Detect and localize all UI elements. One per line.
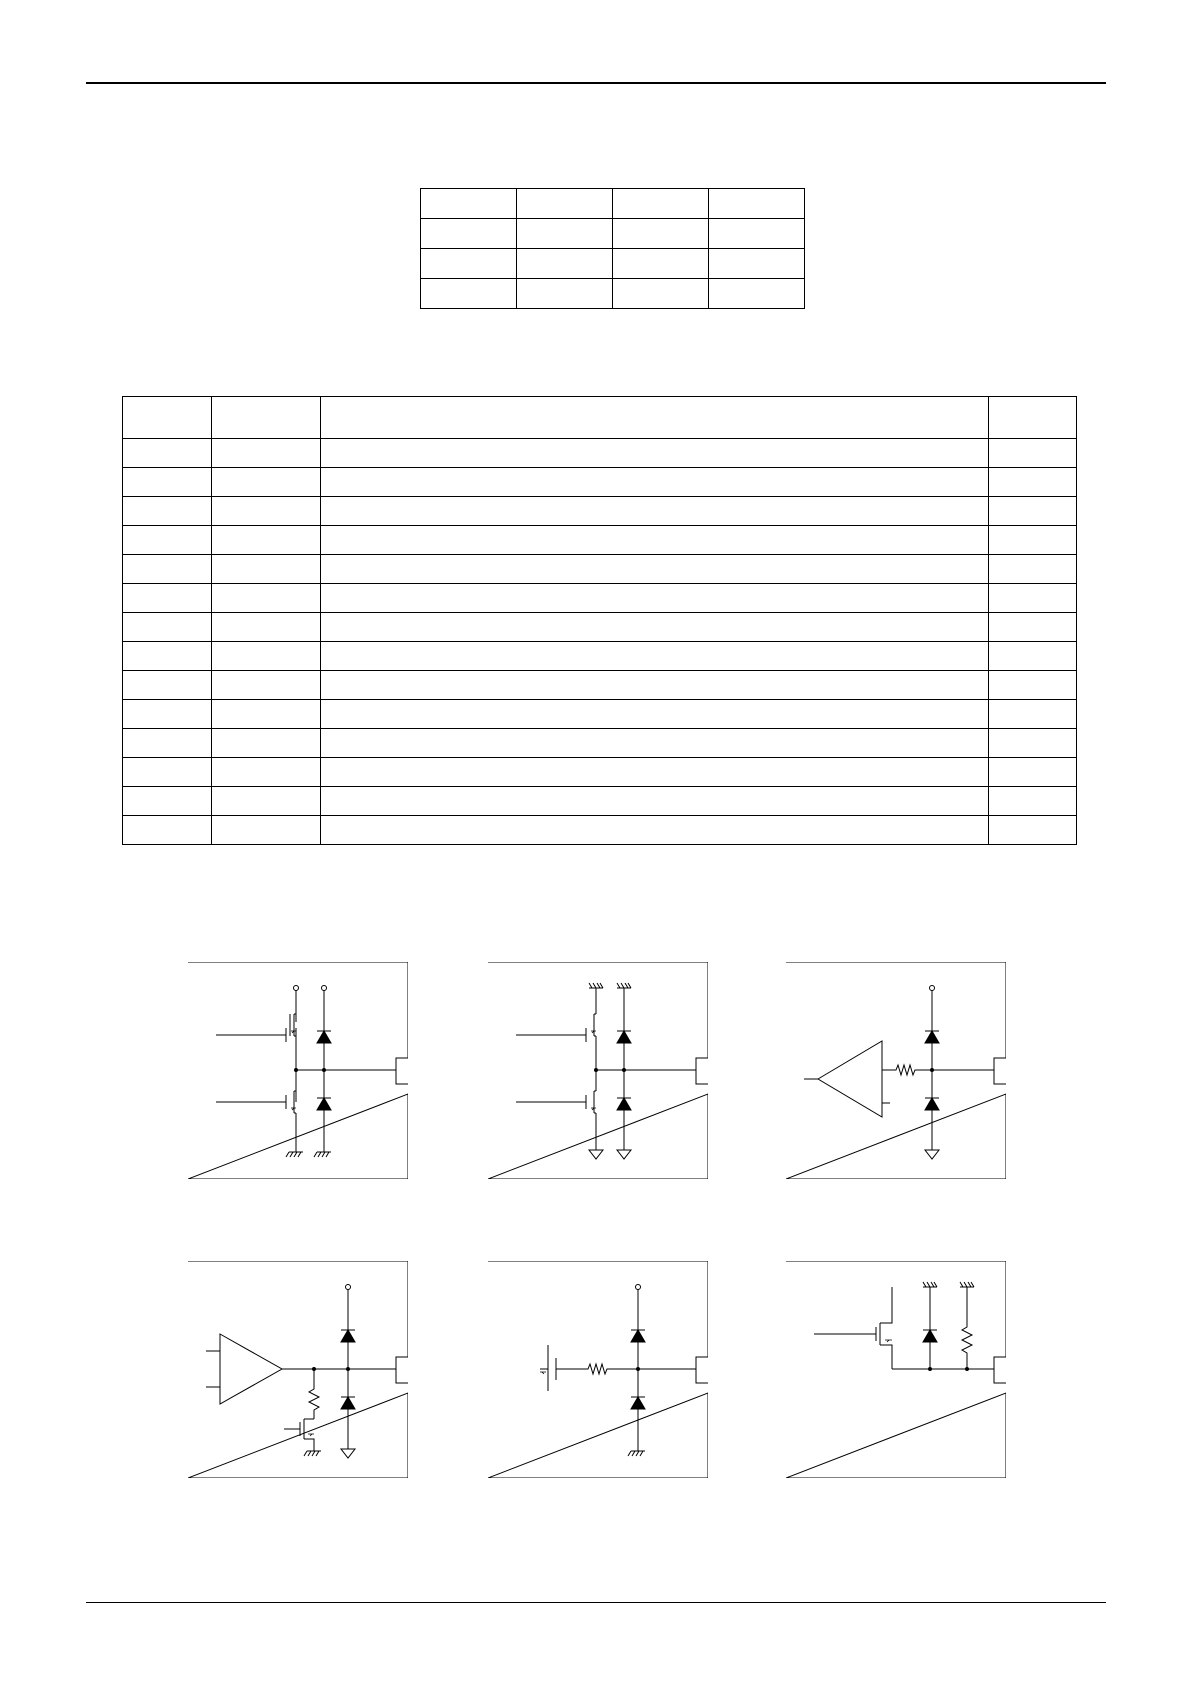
table-cell — [212, 526, 321, 555]
table-cell — [989, 787, 1077, 816]
amplifier-output-with-pulldown-circuit — [188, 1261, 408, 1478]
table-row — [123, 700, 1077, 729]
table-cell — [321, 555, 989, 584]
table-row — [123, 526, 1077, 555]
pullup-open-drain-circuit — [786, 1261, 1006, 1478]
cmos-output-circuit — [188, 962, 408, 1179]
table-cell — [321, 758, 989, 787]
table-cell — [123, 555, 212, 584]
table-cell — [123, 787, 212, 816]
table-cell — [321, 468, 989, 497]
table-row — [123, 758, 1077, 787]
table-row — [123, 787, 1077, 816]
header-cell — [321, 397, 989, 439]
table-cell — [212, 787, 321, 816]
table-row — [123, 439, 1077, 468]
table-cell — [123, 729, 212, 758]
table-cell — [321, 700, 989, 729]
table-cell — [321, 613, 989, 642]
table-row — [123, 468, 1077, 497]
header-cell — [989, 397, 1077, 439]
table-cell — [613, 189, 709, 219]
table-cell — [989, 758, 1077, 787]
table-cell — [517, 279, 613, 309]
table-cell — [212, 729, 321, 758]
table-cell — [709, 279, 805, 309]
table-cell — [989, 439, 1077, 468]
summary-table — [420, 188, 805, 309]
table-cell — [989, 497, 1077, 526]
amplifier-input-circuit — [786, 962, 1006, 1179]
table-cell — [123, 758, 212, 787]
table-cell — [212, 613, 321, 642]
table-cell — [613, 249, 709, 279]
table-cell — [321, 787, 989, 816]
table-cell — [123, 526, 212, 555]
table-cell — [421, 219, 517, 249]
table-row — [123, 642, 1077, 671]
table-row — [421, 279, 805, 309]
table-cell — [421, 249, 517, 279]
table-row — [421, 189, 805, 219]
table-row — [123, 729, 1077, 758]
table-cell — [709, 189, 805, 219]
table-cell — [989, 700, 1077, 729]
table-cell — [321, 816, 989, 845]
table-cell — [989, 816, 1077, 845]
table-cell — [212, 468, 321, 497]
table-cell — [212, 642, 321, 671]
table-cell — [212, 758, 321, 787]
table-cell — [212, 584, 321, 613]
table-cell — [321, 584, 989, 613]
table-cell — [709, 249, 805, 279]
open-drain-output-circuit — [488, 962, 708, 1179]
table-row — [421, 219, 805, 249]
header-rule — [86, 82, 1106, 84]
table-cell — [421, 189, 517, 219]
footer-rule — [86, 1602, 1106, 1603]
table-cell — [321, 526, 989, 555]
table-cell — [989, 468, 1077, 497]
table-row — [123, 613, 1077, 642]
table-cell — [123, 497, 212, 526]
table-cell — [613, 219, 709, 249]
table-row — [123, 816, 1077, 845]
table-cell — [517, 219, 613, 249]
table-cell — [421, 279, 517, 309]
table-cell — [989, 671, 1077, 700]
table-cell — [212, 497, 321, 526]
table-cell — [212, 439, 321, 468]
table-cell — [123, 439, 212, 468]
table-cell — [989, 613, 1077, 642]
table-cell — [517, 249, 613, 279]
table-cell — [212, 816, 321, 845]
table-row — [123, 671, 1077, 700]
table-cell — [989, 729, 1077, 758]
table-cell — [989, 642, 1077, 671]
table-row — [123, 584, 1077, 613]
table-header-row — [123, 397, 1077, 439]
table-cell — [212, 700, 321, 729]
resistor-input-circuit — [488, 1261, 708, 1478]
pin-description-table — [122, 396, 1077, 845]
table-row — [123, 497, 1077, 526]
header-cell — [123, 397, 212, 439]
table-cell — [613, 279, 709, 309]
table-cell — [123, 468, 212, 497]
table-cell — [123, 671, 212, 700]
table-cell — [321, 729, 989, 758]
table-cell — [321, 439, 989, 468]
table-cell — [321, 642, 989, 671]
table-cell — [212, 671, 321, 700]
table-cell — [123, 700, 212, 729]
table-cell — [989, 584, 1077, 613]
table-row — [123, 555, 1077, 584]
table-cell — [989, 526, 1077, 555]
table-cell — [709, 219, 805, 249]
table-cell — [212, 555, 321, 584]
table-cell — [321, 671, 989, 700]
table-cell — [123, 642, 212, 671]
table-row — [421, 249, 805, 279]
table-cell — [989, 555, 1077, 584]
table-cell — [123, 613, 212, 642]
table-cell — [321, 497, 989, 526]
table-cell — [123, 584, 212, 613]
table-cell — [123, 816, 212, 845]
header-cell — [212, 397, 321, 439]
table-cell — [517, 189, 613, 219]
